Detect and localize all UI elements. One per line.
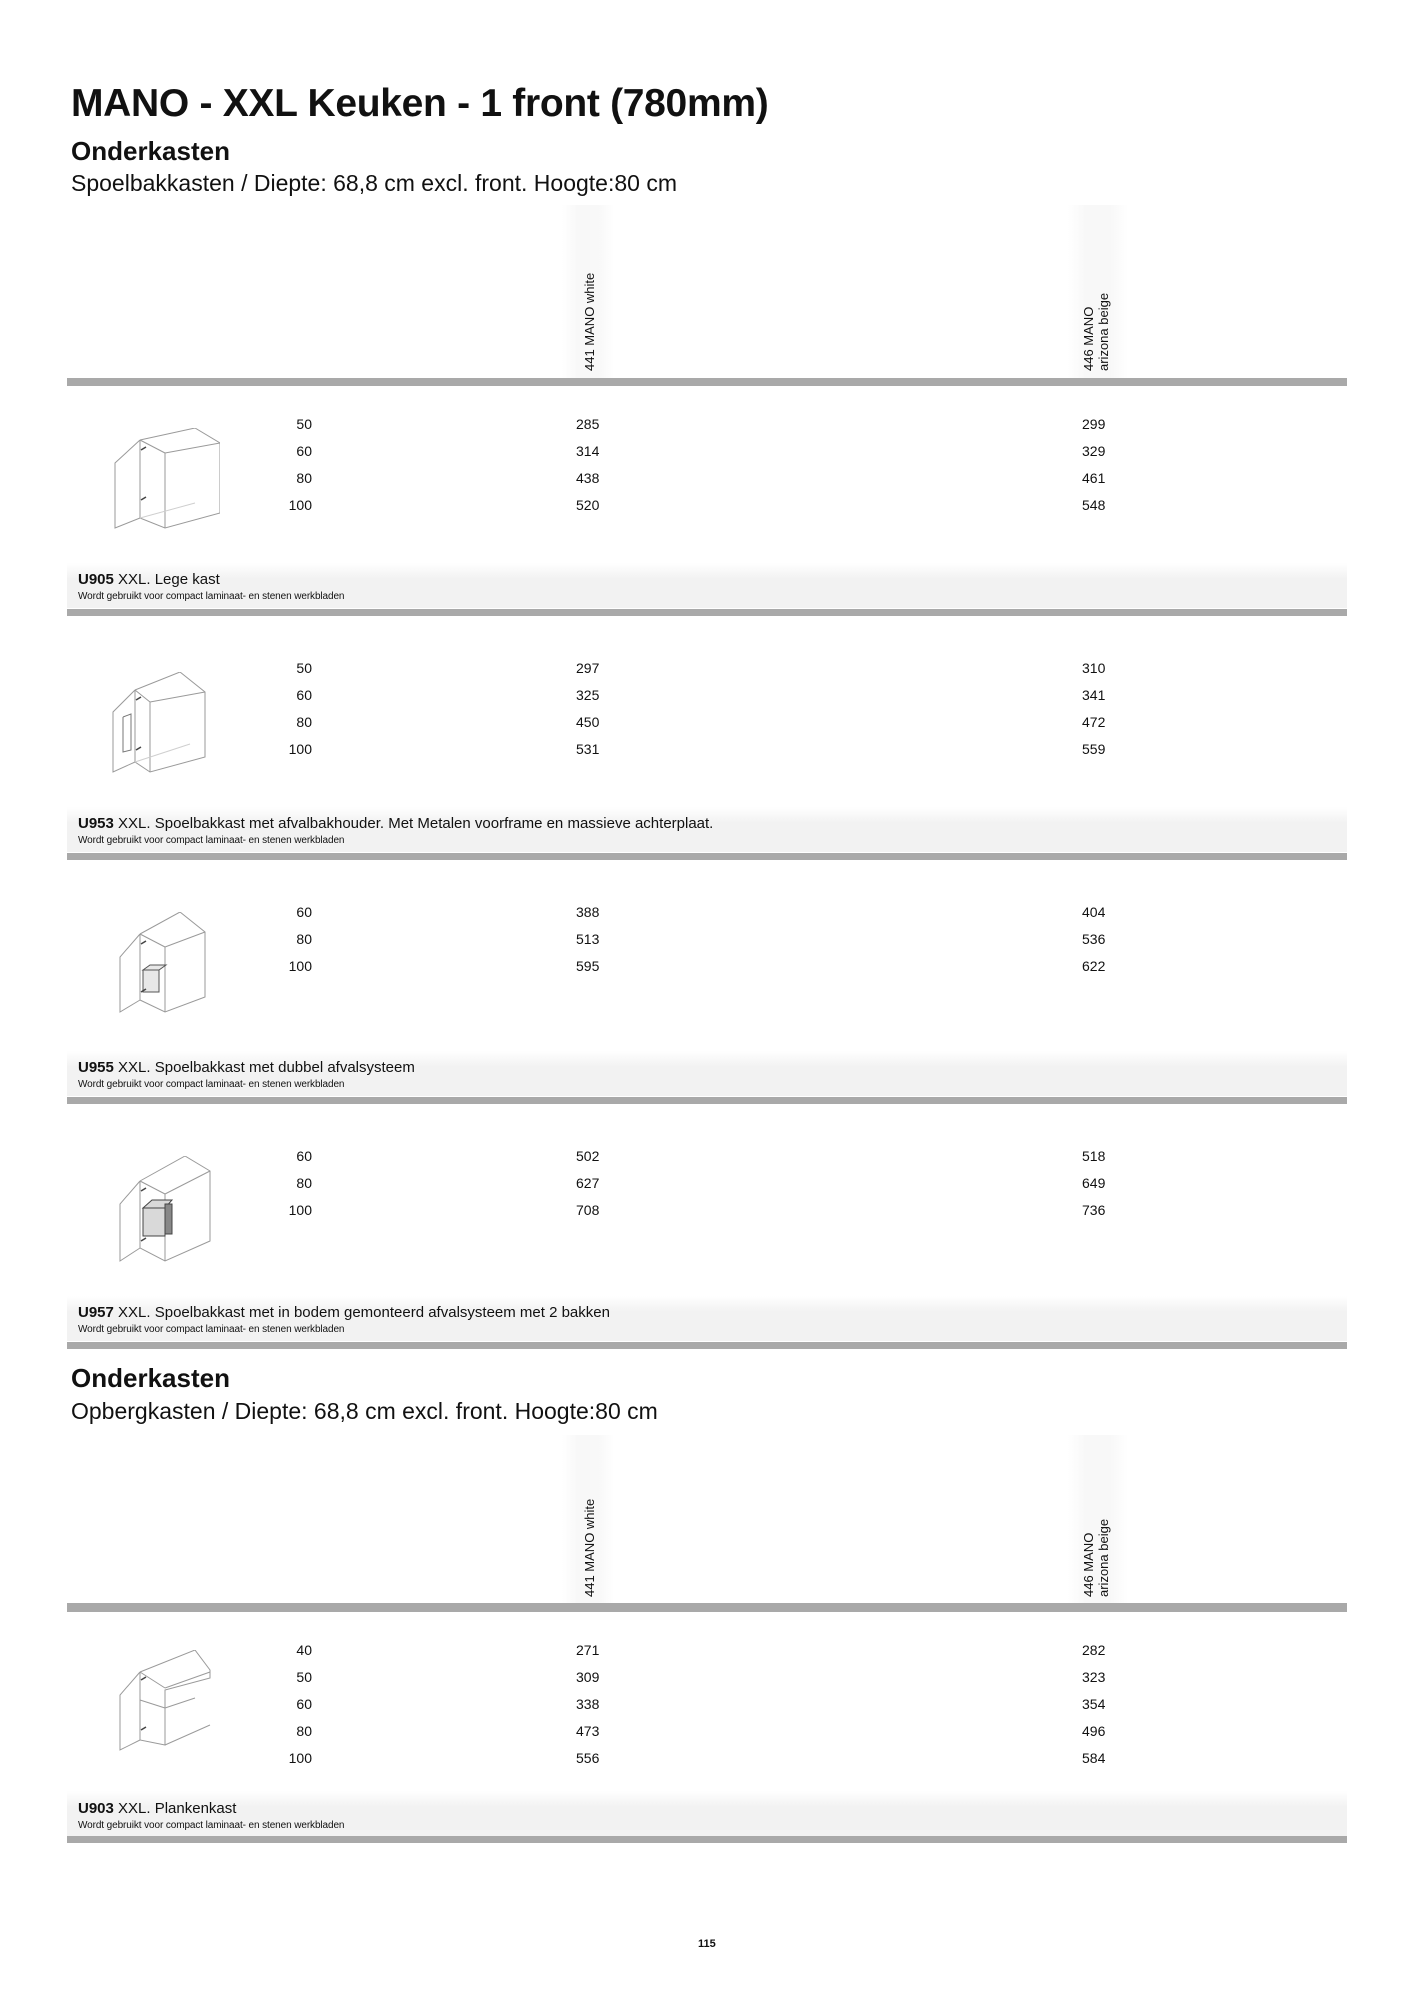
price-white-cell: 271 <box>576 1642 600 1658</box>
size-cell: 50 <box>296 416 312 432</box>
section-heading: Onderkasten <box>71 1363 230 1393</box>
price-beige-cell: 496 <box>1082 1723 1106 1739</box>
product-code: U953 <box>78 815 114 832</box>
product-note: Wordt gebruikt voor compact laminaat- en stenen werkbladen <box>78 1079 345 1090</box>
product-title <box>78 1304 610 1321</box>
size-cell: 60 <box>296 443 312 459</box>
product-rule <box>67 853 1347 860</box>
column-header-beige-line2: arizona beige <box>1096 1518 1111 1597</box>
size-cell: 100 <box>288 741 312 757</box>
column-header-white: 441 MANO white <box>582 272 597 371</box>
price-white-cell: 708 <box>576 1202 600 1218</box>
product-name: XXL. Spoelbakkast met afvalbakhouder. Met Metalen voorframe en massieve achterplaat. <box>118 815 714 832</box>
column-header-white: 441 MANO white <box>582 1498 597 1597</box>
product-name: XXL. Spoelbakkast met in bodem gemonteerd afvalsysteem met 2 bakken <box>118 1304 610 1321</box>
price-white-cell: 502 <box>576 1148 600 1164</box>
size-cell: 100 <box>288 958 312 974</box>
section-heading: Onderkasten <box>71 136 230 166</box>
price-beige-cell: 536 <box>1082 931 1106 947</box>
price-beige-cell: 559 <box>1082 741 1106 757</box>
column-header-beige-line1: 446 MANO <box>1081 306 1096 371</box>
product-rule <box>67 1342 1347 1349</box>
column-header-beige-line2: arizona beige <box>1096 292 1111 371</box>
price-white-cell: 520 <box>576 497 600 513</box>
product-note: Wordt gebruikt voor compact laminaat- en stenen werkbladen <box>78 1324 345 1335</box>
price-beige-cell: 548 <box>1082 497 1106 513</box>
product-code: U957 <box>78 1304 114 1321</box>
sink-cabinet-double-waste-icon <box>110 912 220 1017</box>
price-white-cell: 473 <box>576 1723 600 1739</box>
product-code: U955 <box>78 1059 114 1076</box>
price-white-cell: 450 <box>576 714 600 730</box>
sink-cabinet-floor-waste-icon <box>110 1156 220 1266</box>
product-rule <box>67 609 1347 616</box>
size-cell: 100 <box>288 1202 312 1218</box>
size-cell: 100 <box>288 497 312 513</box>
product-title <box>78 1800 236 1817</box>
price-white-cell: 627 <box>576 1175 600 1191</box>
shelf-cabinet-icon <box>110 1650 220 1755</box>
price-white-cell: 314 <box>576 443 600 459</box>
size-cell: 60 <box>296 1696 312 1712</box>
price-beige-cell: 329 <box>1082 443 1106 459</box>
price-beige-cell: 341 <box>1082 687 1106 703</box>
size-cell: 50 <box>296 1669 312 1685</box>
price-white-cell: 438 <box>576 470 600 486</box>
sink-cabinet-bin-holder-icon <box>105 672 215 777</box>
price-white-cell: 531 <box>576 741 600 757</box>
product-note: Wordt gebruikt voor compact laminaat- en stenen werkbladen <box>78 1820 345 1831</box>
page-number: 115 <box>698 1938 716 1950</box>
product-code: U905 <box>78 571 114 588</box>
price-white-cell: 285 <box>576 416 600 432</box>
price-beige-cell: 649 <box>1082 1175 1106 1191</box>
price-beige-cell: 622 <box>1082 958 1106 974</box>
price-white-cell: 338 <box>576 1696 600 1712</box>
product-rule <box>67 1836 1347 1843</box>
page-title: MANO - XXL Keuken - 1 front (780mm) <box>71 82 769 125</box>
size-cell: 80 <box>296 1175 312 1191</box>
price-beige-cell: 354 <box>1082 1696 1106 1712</box>
column-header-beige-line1: 446 MANO <box>1081 1532 1096 1597</box>
product-name: XXL. Lege kast <box>118 571 220 588</box>
price-beige-cell: 404 <box>1082 904 1106 920</box>
price-white-cell: 513 <box>576 931 600 947</box>
section-subtitle: Spoelbakkasten / Diepte: 68,8 cm excl. front. Hoogte:80 cm <box>71 170 677 196</box>
price-beige-cell: 736 <box>1082 1202 1106 1218</box>
price-white-cell: 297 <box>576 660 600 676</box>
price-white-cell: 388 <box>576 904 600 920</box>
size-cell: 80 <box>296 470 312 486</box>
header-rule <box>67 378 1347 386</box>
product-note: Wordt gebruikt voor compact laminaat- en stenen werkbladen <box>78 835 345 846</box>
product-title <box>78 571 220 588</box>
price-beige-cell: 472 <box>1082 714 1106 730</box>
price-beige-cell: 310 <box>1082 660 1106 676</box>
size-cell: 80 <box>296 931 312 947</box>
size-cell: 60 <box>296 904 312 920</box>
size-cell: 60 <box>296 687 312 703</box>
size-cell: 80 <box>296 714 312 730</box>
empty-cabinet-icon <box>110 428 220 533</box>
header-rule <box>67 1603 1347 1612</box>
product-name: XXL. Plankenkast <box>118 1800 237 1817</box>
price-beige-cell: 461 <box>1082 470 1106 486</box>
product-name: XXL. Spoelbakkast met dubbel afvalsysteem <box>118 1059 415 1076</box>
size-cell: 40 <box>296 1642 312 1658</box>
price-white-cell: 595 <box>576 958 600 974</box>
product-title <box>78 815 713 832</box>
price-white-cell: 309 <box>576 1669 600 1685</box>
price-beige-cell: 323 <box>1082 1669 1106 1685</box>
size-cell: 80 <box>296 1723 312 1739</box>
section-subtitle: Opbergkasten / Diepte: 68,8 cm excl. front. Hoogte:80 cm <box>71 1398 658 1424</box>
price-beige-cell: 518 <box>1082 1148 1106 1164</box>
product-title <box>78 1059 415 1076</box>
price-white-cell: 556 <box>576 1750 600 1766</box>
size-cell: 50 <box>296 660 312 676</box>
size-cell: 60 <box>296 1148 312 1164</box>
size-cell: 100 <box>288 1750 312 1766</box>
price-beige-cell: 299 <box>1082 416 1106 432</box>
product-note: Wordt gebruikt voor compact laminaat- en stenen werkbladen <box>78 591 345 602</box>
price-white-cell: 325 <box>576 687 600 703</box>
product-code: U903 <box>78 1800 114 1817</box>
product-rule <box>67 1097 1347 1104</box>
price-beige-cell: 282 <box>1082 1642 1106 1658</box>
price-beige-cell: 584 <box>1082 1750 1106 1766</box>
